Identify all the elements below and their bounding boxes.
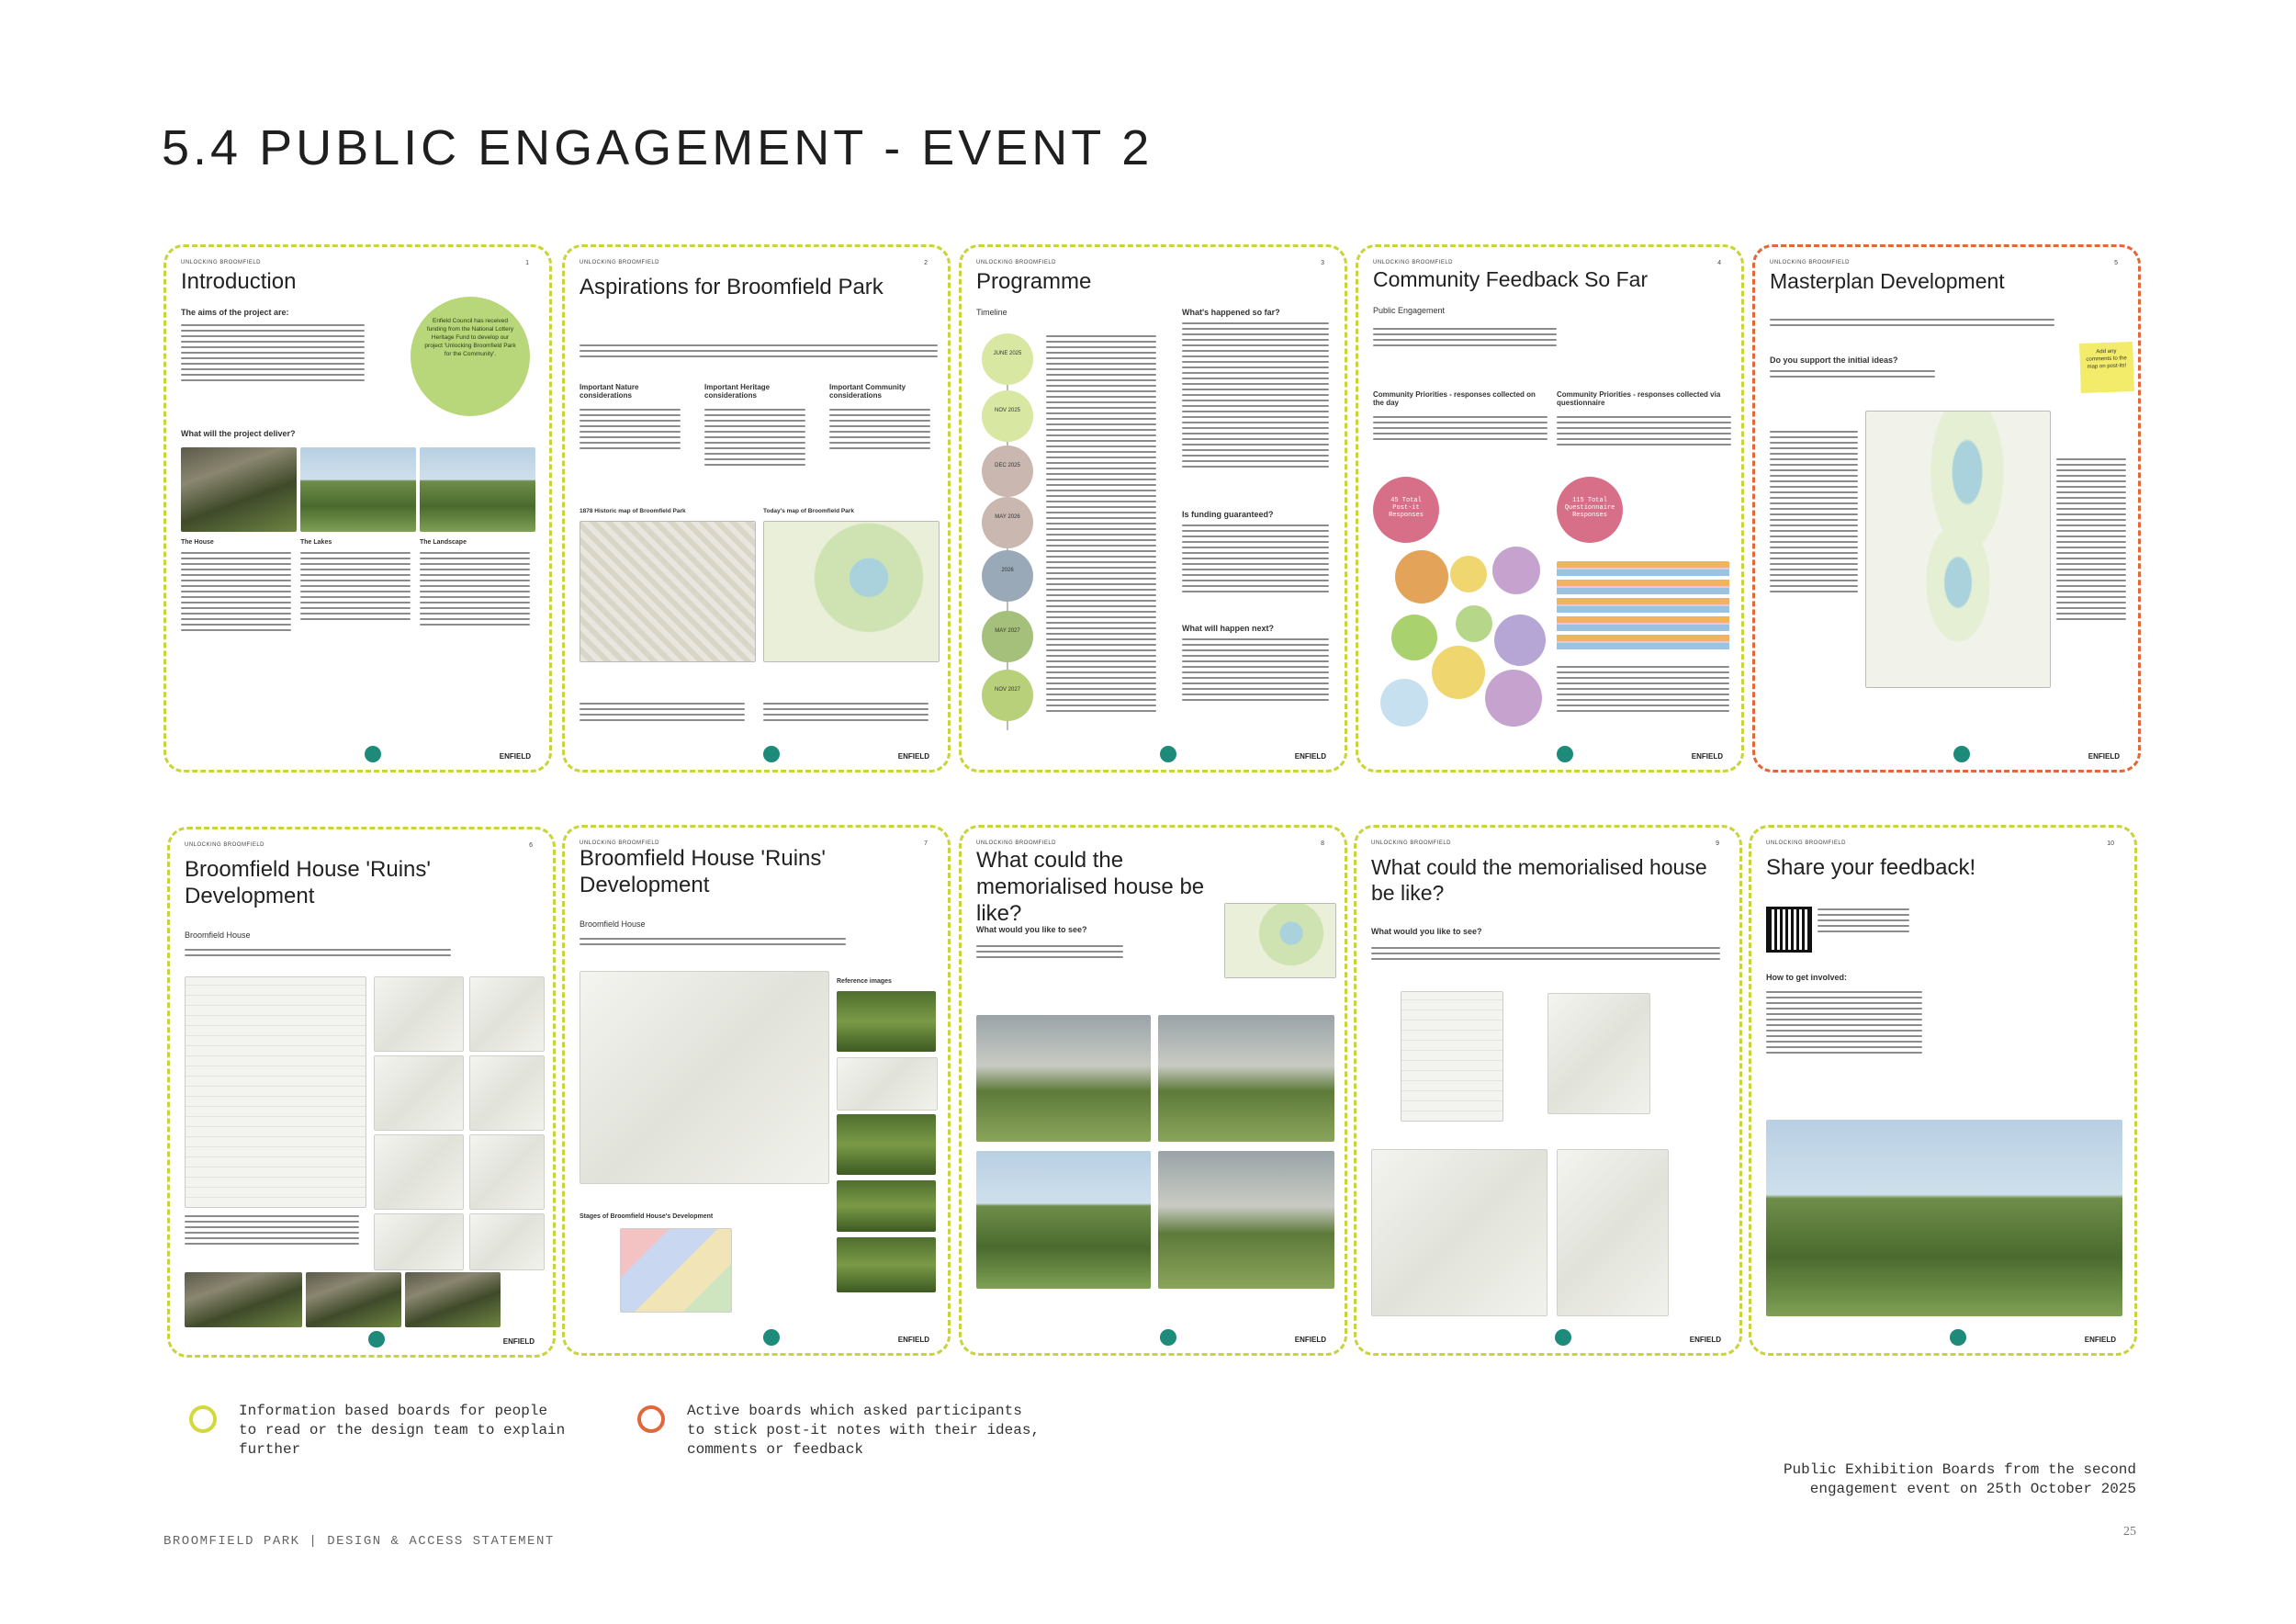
logo-icon [1160,746,1176,762]
board-kicker: UNLOCKING BROOMFIELD [185,842,265,848]
timeline-date: MAY 2026 [982,497,1033,548]
board-kicker: UNLOCKING BROOMFIELD [1373,260,1454,265]
reference-image-3 [837,1114,936,1175]
board-title: Share your feedback! [1766,855,1976,880]
body-text [829,409,930,453]
page-title: 5.4 PUBLIC ENGAGEMENT - EVENT 2 [162,120,1154,175]
enfield-logo: ENFIELD [502,1337,535,1346]
board-number: 2 [924,260,928,266]
priority-bubble [1492,547,1540,594]
priority-bubble [1485,670,1542,727]
body-text [1818,908,1909,936]
reference-image-1 [837,991,936,1052]
logo-icon [1953,746,1970,762]
body-text [1770,370,1935,381]
body-text [580,344,938,361]
body-text [1770,319,2054,330]
perspective-sketch-3 [1557,1149,1669,1316]
board-number: 5 [2114,260,2118,266]
board-number: 6 [529,842,533,849]
timeline-date: JUNE 2025 [982,333,1033,385]
board-memorialised-house-2 [1354,825,1742,1356]
logo-icon [763,1329,780,1346]
enfield-logo: ENFIELD [499,752,531,761]
priority-bubble [1395,550,1448,603]
logo-icon [1557,746,1573,762]
column-heading: The Lakes [300,539,332,546]
body-text [704,409,805,469]
masterplan-map [1865,411,2051,688]
enfield-logo: ENFIELD [897,1336,929,1344]
board-number: 3 [1321,260,1324,266]
board-title: Masterplan Development [1770,269,2005,293]
board-kicker: UNLOCKING BROOMFIELD [1371,840,1452,846]
column-heading: Important Nature considerations [580,383,639,400]
board-title: Broomfield House 'Ruins' Development [580,846,826,897]
west-elevation-photo-2 [976,1151,1151,1289]
logo-icon [763,746,780,762]
board-footer [565,742,948,762]
floor-plan-2 [469,1055,545,1131]
body-text [300,552,411,624]
house-model-2 [374,1055,464,1131]
board-subheading: The aims of the project are: [181,308,289,317]
west-elevation-photo [1158,1015,1334,1142]
logo-icon [1950,1329,1966,1346]
body-text [181,324,365,385]
perspective-sketch-2 [1371,1149,1548,1316]
body-text [1373,328,1557,350]
board-footer [170,1327,553,1348]
priority-bubble [1391,615,1437,660]
board-masterplan [1752,244,2141,773]
column-heading: Important Heritage considerations [704,383,771,400]
logo-icon [368,1331,385,1348]
map-caption: Today's map of Broomfield Park [763,508,854,514]
timeline-date: MAY 2027 [982,611,1033,662]
body-text [1557,666,1729,716]
board-subheading: What will happen next? [1182,624,1275,633]
board-subheading: Is funding guaranteed? [1182,510,1274,519]
body-text [1766,991,1922,1057]
perspective-sketch-1 [1548,993,1650,1114]
priority-bubble [1450,556,1487,592]
board-title: Broomfield House 'Ruins' Development [185,857,431,908]
ruins-photo-3 [405,1272,501,1327]
body-text [580,938,846,949]
board-footer [1356,1325,1739,1346]
board-aspirations [562,244,951,773]
event-photo [1766,1120,2122,1316]
board-subheading: Timeline [976,308,1007,317]
body-text [185,949,451,960]
column-heading: The Landscape [420,539,467,546]
body-text [1182,322,1329,471]
enfield-logo: ENFIELD [2088,752,2120,761]
board-footer [962,1325,1345,1346]
active-board-legend-icon [637,1405,665,1433]
board-footer [166,742,549,762]
floor-plan-3 [469,1134,545,1210]
reference-image-4 [837,1180,936,1232]
ruins-photo-2 [306,1272,401,1327]
board-subheading: What would you like to see? [976,925,1087,934]
active-board-legend [687,1402,1040,1460]
legend-line: Information based boards for people [239,1403,548,1419]
north-elevation-photo [976,1015,1151,1142]
priority-bubble [1432,646,1485,699]
house-plan [1401,991,1503,1122]
reference-image-5 [837,1237,936,1292]
board-number: 9 [1716,840,1719,847]
qr-code [1766,907,1812,953]
board-number: 1 [525,260,529,266]
body-text [763,703,929,725]
body-text [181,552,291,635]
board-subheading: Do you support the initial ideas? [1770,355,1898,365]
board-title: Aspirations for Broomfield Park [580,275,884,299]
board-footer [1751,1325,2134,1346]
board-subheading: What would you like to see? [1371,927,1482,936]
column-heading: Community Priorities - responses collected via questionnaire [1557,390,1721,407]
enfield-logo: ENFIELD [1689,1336,1721,1344]
body-text [1371,947,1720,964]
board-ruins-development-2 [562,825,951,1356]
body-text [1557,416,1731,449]
south-elevation-photo [1158,1151,1334,1289]
board-kicker: UNLOCKING BROOMFIELD [181,260,262,265]
priority-bubble [1494,615,1546,666]
board-memorialised-house-1 [959,825,1347,1356]
board-ruins-development-1 [167,827,556,1358]
board-subheading: How to get involved: [1766,973,1848,982]
location-map [1224,903,1336,978]
post-it-note: Add any comments to the map on post-its! [2079,342,2134,393]
board-footer [565,1325,948,1346]
questionnaire-total-bubble [1557,477,1623,543]
board-kicker: UNLOCKING BROOMFIELD [580,260,660,265]
enfield-logo: ENFIELD [1294,752,1326,761]
map-caption: 1878 Historic map of Broomfield Park [580,508,686,514]
historic-map [580,521,756,662]
caption-line: engagement event on 25th October 2025 [1809,1481,2136,1497]
floor-plan-1 [469,976,545,1052]
caption-line: Public Exhibition Boards from the second [1783,1461,2136,1478]
timeline-date: NOV 2027 [982,670,1033,721]
logo-icon [365,746,381,762]
board-title: Introduction [181,269,297,294]
board-share-feedback [1749,825,2137,1356]
stages-heading: Stages of Broomfield House's Development [580,1213,714,1220]
figure-caption [1784,1460,2136,1499]
board-programme [959,244,1347,773]
board-subheading: What will the project deliver? [181,429,296,438]
board-kicker: UNLOCKING BROOMFIELD [1770,260,1851,265]
legend-line: to read or the design team to explain [239,1422,566,1438]
body-text [1182,524,1329,596]
board-title: What could the memorialised house be like? [976,848,1205,926]
funding-badge: Enfield Council has received funding from the National Lottery Heritage Fund to develop our project 'Unlocking Broomfield Park for the Community'. [411,297,530,416]
board-subheading: Public Engagement [1373,306,1446,315]
current-map [763,521,940,662]
body-text [1046,335,1156,716]
board-kicker: UNLOCKING BROOMFIELD [580,840,660,846]
enfield-logo: ENFIELD [1294,1336,1326,1344]
body-text [1182,638,1329,705]
stages-diagram [620,1228,732,1313]
board-subheading: Broomfield House [185,930,251,940]
column-heading: Community Priorities - responses collected on the day [1373,390,1536,407]
house-model-3 [374,1134,464,1210]
enfield-logo: ENFIELD [2084,1336,2116,1344]
body-text [420,552,530,629]
body-text [185,1215,359,1248]
page-number: 25 [2123,1525,2136,1539]
body-text [1373,416,1548,444]
board-number: 7 [924,840,928,847]
legend-line: to stick post-it notes with their ideas, [687,1422,1041,1438]
logo-icon [1555,1329,1571,1346]
body-text [580,703,745,725]
house-photo [181,447,297,532]
board-subheading: Broomfield House [580,919,646,929]
board-introduction [163,244,552,773]
legend-line: comments or feedback [687,1441,864,1458]
board-subheading: What's happened so far? [1182,308,1280,317]
board-kicker: UNLOCKING BROOMFIELD [1766,840,1847,846]
board-title: Programme [976,269,1092,294]
priority-bubble [1380,679,1428,727]
house-model-1 [374,976,464,1052]
body-text [976,945,1123,962]
site-plan [185,976,366,1208]
board-number: 10 [2107,840,2114,847]
board-title: What could the memorialised house be like? [1371,855,1707,905]
reference-image-2 [837,1057,938,1111]
board-footer [1358,742,1741,762]
annotation-text [1770,431,1858,596]
document-footer: BROOMFIELD PARK | DESIGN & ACCESS STATEMENT [163,1534,555,1549]
legend-line: further [239,1441,301,1458]
ruins-photo-1 [185,1272,302,1327]
body-text [580,409,681,453]
house-model-4 [374,1213,464,1270]
column-heading: Important Community considerations [829,383,906,400]
floor-plan-4 [469,1213,545,1270]
ruins-plan-sketch [580,971,829,1184]
enfield-logo: ENFIELD [1691,752,1723,761]
timeline-date: NOV 2025 [982,390,1033,442]
enfield-logo: ENFIELD [897,752,929,761]
board-kicker: UNLOCKING BROOMFIELD [976,260,1057,265]
annotation-text [2056,458,2126,624]
board-kicker: UNLOCKING BROOMFIELD [976,840,1057,846]
board-number: 8 [1321,840,1324,847]
timeline-date: DEC 2025 [982,445,1033,497]
post-it-total-bubble [1373,477,1439,543]
legend-line: Active boards which asked participants [687,1403,1022,1419]
lakes-photo [300,447,416,532]
information-board-legend-icon [189,1405,217,1433]
board-footer [1755,742,2138,762]
board-footer [962,742,1345,762]
board-title: Community Feedback So Far [1373,267,1649,291]
board-number: 4 [1717,260,1721,266]
bubble-label: 115 Total Questionnaire Responses [1564,497,1615,519]
logo-icon [1160,1329,1176,1346]
landscape-photo [420,447,535,532]
questionnaire-bar-chart [1557,561,1729,653]
board-community-feedback [1356,244,1744,773]
reference-heading: Reference images [837,978,892,985]
column-heading: The House [181,539,214,546]
priority-bubble [1456,605,1492,642]
bubble-label: 45 Total Post-it Responses [1389,497,1424,519]
timeline-date: 2026 [982,550,1033,602]
information-board-legend [239,1402,565,1460]
